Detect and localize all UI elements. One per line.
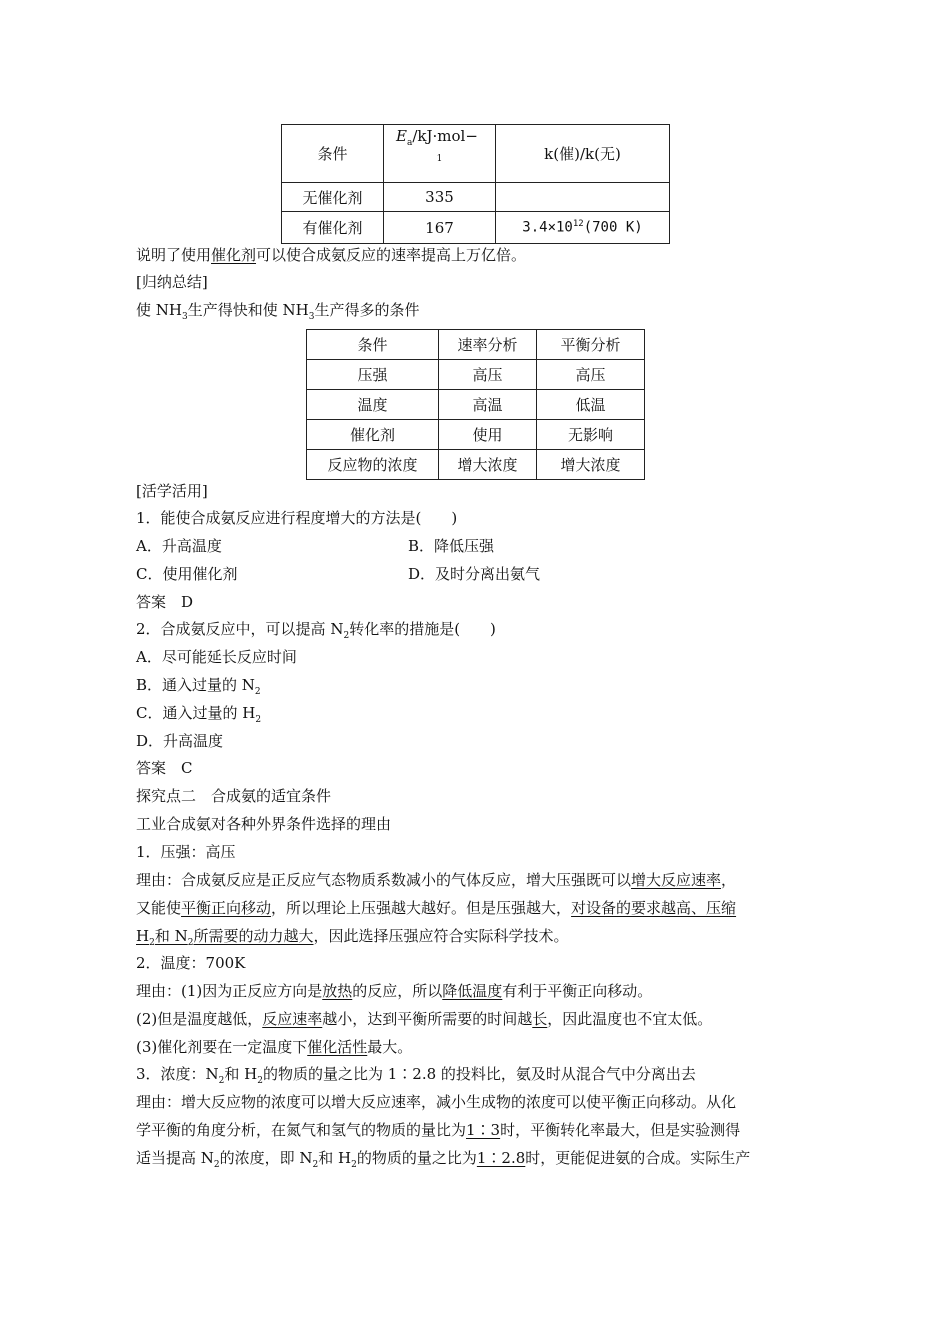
table1-cell: 335 — [384, 183, 496, 212]
concentration-title: 3．浓度：$N_2$和 $H_2$的物质的量之比为 1∶2.8 的投料比，氨及时从混合气中分离出去 — [136, 1065, 696, 1086]
pressure-title: 1．压强：高压 — [136, 843, 236, 861]
table2-cell: 增大浓度 — [537, 450, 645, 480]
summary-intro: 使 $NH_3$生产得快和使 $NH_3$生产得多的条件 — [136, 301, 420, 322]
table2-cell: 无影响 — [537, 420, 645, 450]
question-1-option-a: A．升高温度 — [136, 537, 222, 555]
table1-cell: $3.4\times 10^{12}(700$ K) — [496, 212, 670, 244]
catalyst-statement: 说明了使用催化剂可以使合成氨反应的速率提高上万亿倍。 — [136, 246, 527, 264]
question-2-option-d: D．升高温度 — [136, 732, 224, 750]
question-1-answer: 答案 D — [136, 593, 194, 611]
temperature-reason-line-2: (2)但是温度越低，反应速率越小，达到平衡所需要的时间越长，因此温度也不宜太低。 — [136, 1010, 713, 1028]
conditions-table — [306, 329, 645, 480]
question-1-stem: 1．能使合成氨反应进行程度增大的方法是( ) — [136, 509, 458, 527]
table2-cell: 反应物的浓度 — [307, 450, 439, 480]
table2-header: 速率分析 — [439, 330, 537, 360]
section-title: 探究点二 合成氨的适宜条件 — [136, 787, 332, 805]
pressure-reason-line-3: $H_2$和 $N_2$所需要的动力越大，因此选择压强应符合实际科学技术。 — [136, 927, 569, 948]
pressure-reason-line-2: 又能使平衡正向移动，所以理论上压强越大越好。但是压强越大，对设备的要求越高、压缩 — [136, 899, 737, 917]
table2-cell: 使用 — [439, 420, 537, 450]
pressure-reason-line-1: 理由：合成氨反应是正反应气态物质系数减小的气体反应，增大压强既可以增大反应速率， — [136, 871, 737, 889]
temperature-title: 2．温度：700K — [136, 954, 246, 972]
question-2-option-c: C．通入过量的 $H_2$ — [136, 704, 262, 725]
table2-cell: 温度 — [307, 390, 439, 420]
summary-heading: [归纳总结] — [136, 273, 208, 291]
temperature-reason-line-3: (3)催化剂要在一定温度下催化活性最大。 — [136, 1038, 413, 1056]
table2-cell: 高温 — [439, 390, 537, 420]
question-1-option-d: D．及时分离出氨气 — [408, 565, 541, 583]
table1-cell: 无催化剂 — [282, 183, 384, 212]
table2-cell: 催化剂 — [307, 420, 439, 450]
table1-header-condition: 条件 — [282, 125, 384, 183]
table1-cell: 167 — [384, 212, 496, 244]
table2-cell: 压强 — [307, 360, 439, 390]
section-intro: 工业合成氨对各种外界条件选择的理由 — [136, 815, 392, 833]
table1-cell: 有催化剂 — [282, 212, 384, 244]
concentration-reason-line-1: 理由：增大反应物的浓度可以增大反应速率，减小生成物的浓度可以使平衡正向移动。从化 — [136, 1093, 737, 1111]
table1-header-ea: $E_a/kJ\cdot mol-$ 1 — [384, 125, 496, 183]
practice-heading: [活学活用] — [136, 482, 208, 500]
question-1-option-b: B．降低压强 — [408, 537, 495, 555]
question-2-answer: 答案 C — [136, 759, 193, 777]
table2-header: 平衡分析 — [537, 330, 645, 360]
table2-cell: 高压 — [439, 360, 537, 390]
activation-energy-table — [281, 124, 670, 244]
question-2-stem: 2．合成氨反应中，可以提高 $N_2$转化率的措施是( ) — [136, 620, 496, 641]
concentration-reason-line-3: 适当提高 $N_2$的浓度，即 $N_2$和 $H_2$的物质的量之比为1∶2.8时，更能促进氨的合成。实际生产 — [136, 1149, 751, 1170]
table1-header-k-ratio: k(催)/k(无) — [496, 125, 670, 183]
table2-cell: 高压 — [537, 360, 645, 390]
question-2-option-a: A．尽可能延长反应时间 — [136, 648, 297, 666]
table2-cell: 增大浓度 — [439, 450, 537, 480]
question-2-option-b: B．通入过量的 $N_2$ — [136, 676, 261, 697]
table1-cell — [496, 183, 670, 212]
concentration-reason-line-2: 学平衡的角度分析，在氮气和氢气的物质的量比为1∶3时，平衡转化率最大，但是实验测得 — [136, 1121, 741, 1139]
temperature-reason-line-1: 理由：(1)因为正反应方向是放热的反应，所以降低温度有利于平衡正向移动。 — [136, 982, 653, 1000]
table2-header: 条件 — [307, 330, 439, 360]
question-1-option-c: C．使用催化剂 — [136, 565, 238, 583]
table2-cell: 低温 — [537, 390, 645, 420]
